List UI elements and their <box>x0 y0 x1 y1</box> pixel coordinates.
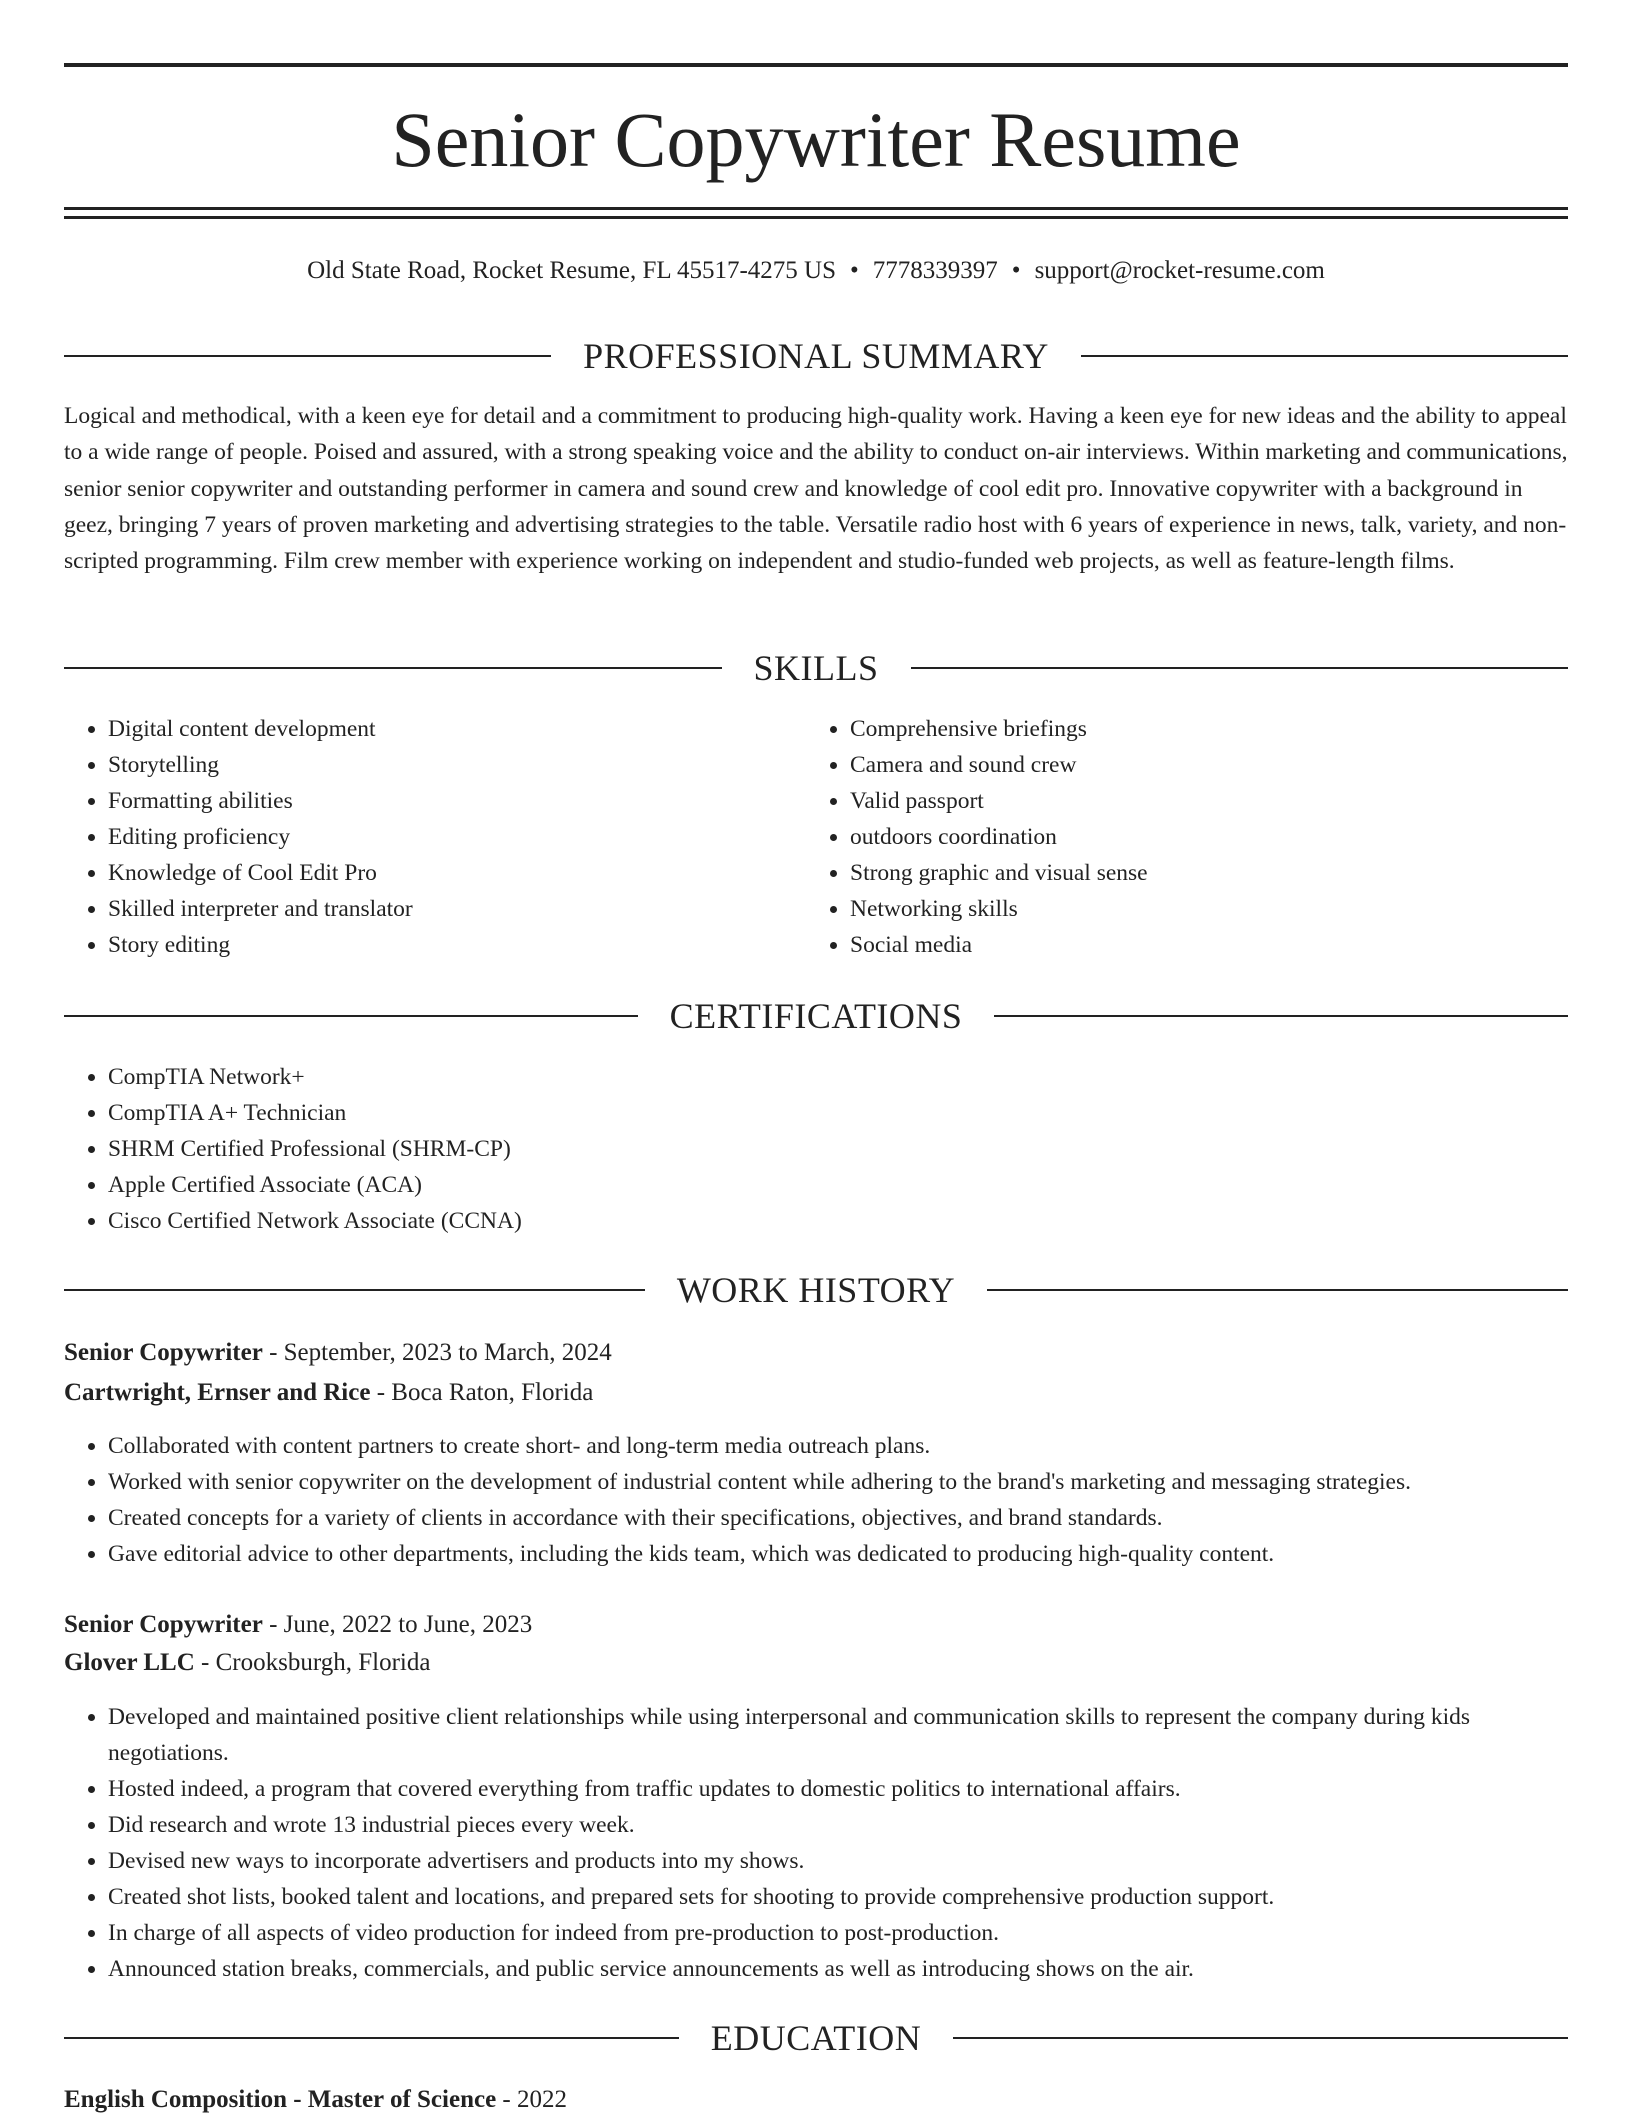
skills-list-right <box>806 711 1610 963</box>
professional-summary: Logical and methodical, with a keen eye for detail and a commitment to producing high-quality work. Having a keen eye for new ideas and the ability to appeal to a wide range of people. Poised and assured, with a strong speaking voice and the ability to conduct on-air interviews. Within marketing and communications, senior senior copywriter and outstanding performer in camera and sound crew and knowledge of cool edit pro. Innovative copywriter with a background in geez, bringing 7 years of proven marketing and advertising strategies to the table. Versatile radio host with 6 years of experience in news, talk, variety, and non-scripted programming. Film crew member with experience working on independent and studio-funded web projects, as well as feature-length films. <box>64 403 1568 575</box>
job-bullets <box>64 1428 1568 1572</box>
job-title-line <box>64 1607 532 1643</box>
education-year: - 2022 <box>496 2086 567 2113</box>
education-entry <box>64 2082 567 2118</box>
top-rule <box>64 63 1568 67</box>
job-bullet-item: • Collaborated with content partners to create short- and long-term media outreach plans. <box>108 1428 1568 1464</box>
skill-item: • Story editing <box>108 927 808 963</box>
job-bullet-item: • Announced station breaks, commercials, and public service announcements as well as introducing shows on the air. <box>108 1951 1568 1987</box>
skill-item: • Comprehensive briefings <box>850 711 1610 747</box>
skill-item: • Storytelling <box>108 747 808 783</box>
job-company: Glover LLC <box>64 1649 195 1676</box>
job-bullet-item: • Devised new ways to incorporate advertisers and products into my shows. <box>108 1843 1568 1879</box>
education-degree: English Composition - Master of Science <box>64 2086 497 2113</box>
skill-item: • Knowledge of Cool Edit Pro <box>108 855 808 891</box>
job-location: - Crooksburgh, Florida <box>194 1649 431 1676</box>
job-bullet-item: • In charge of all aspects of video production for indeed from pre-production to post-production. <box>108 1915 1568 1951</box>
skill-item: • Valid passport <box>850 783 1610 819</box>
skill-item: • outdoors coordination <box>850 819 1610 855</box>
skill-item: • Networking skills <box>850 891 1610 927</box>
skill-item: • Editing proficiency <box>108 819 808 855</box>
section-heading-certifications <box>64 994 1568 1038</box>
job-company-line <box>64 1375 593 1411</box>
job-company: Cartwright, Ernser and Rice <box>64 1379 371 1406</box>
contact-email: support@rocket-resume.com <box>1034 257 1325 284</box>
job-bullet-item: • Hosted indeed, a program that covered everything from traffic updates to domestic politics to international affairs. <box>108 1771 1568 1807</box>
section-heading-skills <box>64 646 1568 690</box>
section-title: WORK HISTORY <box>676 1270 956 1310</box>
section-heading-summary <box>64 334 1568 378</box>
certifications-list <box>64 1059 1568 1239</box>
certification-item: • Cisco Certified Network Associate (CCNA) <box>108 1203 1568 1239</box>
job-dates: - September, 2023 to March, 2024 <box>262 1339 612 1366</box>
skill-item: • Camera and sound crew <box>850 747 1610 783</box>
contact-separator: • <box>1011 257 1021 284</box>
job-bullet-item: • Created concepts for a variety of clients in accordance with their specifications, objectives, and brand standards. <box>108 1500 1568 1536</box>
job-bullet-item: • Created shot lists, booked talent and locations, and prepared sets for shooting to provide comprehensive production support. <box>108 1879 1568 1915</box>
job-company-line <box>64 1645 430 1681</box>
contact-address: Old State Road, Rocket Resume, FL 45517-4275 US <box>307 257 837 284</box>
job-title-line <box>64 1335 612 1371</box>
section-heading-education <box>64 2016 1568 2060</box>
skills-list-left <box>64 711 808 963</box>
job-bullets <box>64 1699 1568 1987</box>
contact-phone: 7778339397 <box>872 257 998 284</box>
resume-title: Senior Copywriter Resume <box>391 96 1241 183</box>
section-title: CERTIFICATIONS <box>669 996 963 1036</box>
job-title: Senior Copywriter <box>64 1339 263 1366</box>
section-heading-work-history <box>64 1268 1568 1312</box>
certification-item: • CompTIA A+ Technician <box>108 1095 1568 1131</box>
job-location: - Boca Raton, Florida <box>370 1379 594 1406</box>
contact-separator: • <box>850 257 859 284</box>
contact-line <box>64 255 1568 287</box>
section-title: SKILLS <box>753 648 879 688</box>
job-dates: - June, 2022 to June, 2023 <box>262 1611 533 1638</box>
skill-item: • Skilled interpreter and translator <box>108 891 808 927</box>
section-title: EDUCATION <box>710 2018 922 2058</box>
section-title: PROFESSIONAL SUMMARY <box>583 336 1049 376</box>
certification-item: • Apple Certified Associate (ACA) <box>108 1167 1568 1203</box>
certification-item: • CompTIA Network+ <box>108 1059 1568 1095</box>
job-title: Senior Copywriter <box>64 1611 263 1638</box>
skill-item: • Strong graphic and visual sense <box>850 855 1610 891</box>
skill-item: • Formatting abilities <box>108 783 808 819</box>
job-bullet-item: • Gave editorial advice to other departments, including the kids team, which was dedicated to producing high-quality content. <box>108 1536 1568 1572</box>
skill-item: • Digital content development <box>108 711 808 747</box>
certification-item: • SHRM Certified Professional (SHRM-CP) <box>108 1131 1568 1167</box>
job-bullet-item: • Developed and maintained positive client relationships while using interpersonal and communication skills to represent the company during kids negotiations. <box>108 1699 1568 1771</box>
job-bullet-item: • Worked with senior copywriter on the development of industrial content while adhering to the brand's marketing and messaging strategies. <box>108 1464 1568 1500</box>
title-double-rule <box>64 207 1568 219</box>
job-bullet-item: • Did research and wrote 13 industrial pieces every week. <box>108 1807 1568 1843</box>
skill-item: • Social media <box>850 927 1610 963</box>
